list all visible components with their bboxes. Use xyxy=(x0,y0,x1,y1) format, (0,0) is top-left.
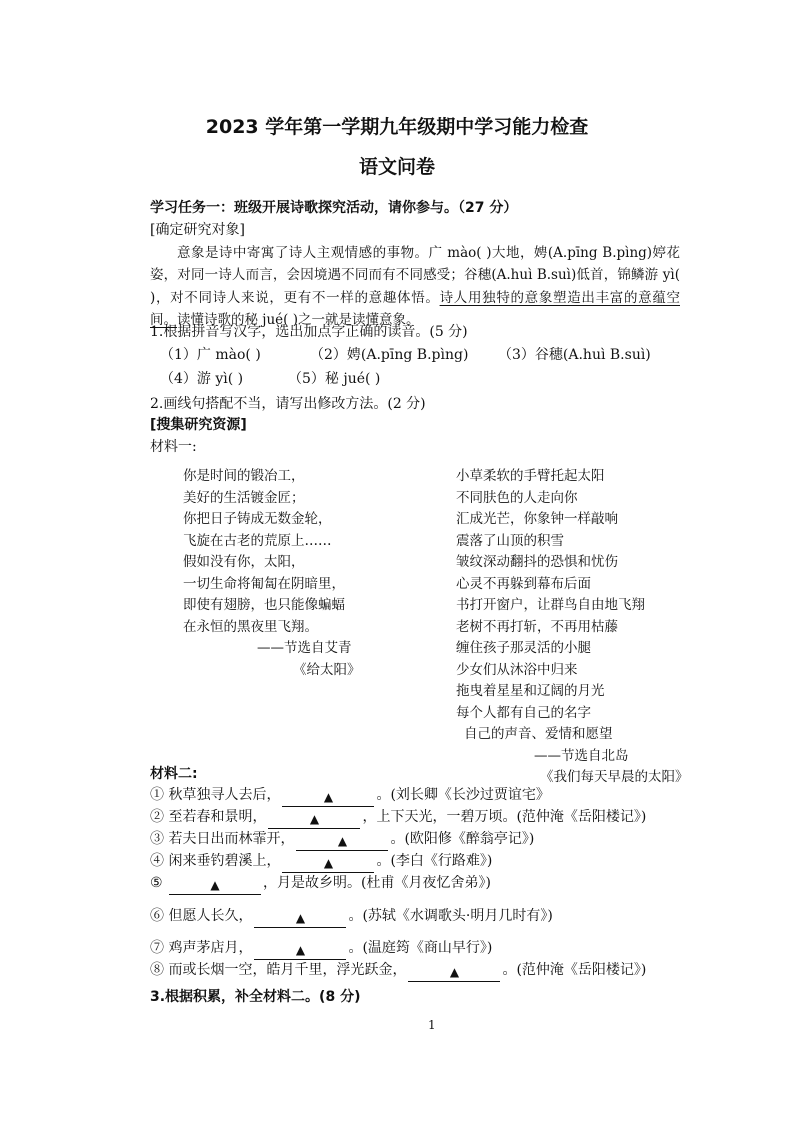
exam-title: 2023 学年第一学期九年级期中学习能力检查 xyxy=(205,116,589,138)
fill-line-6 xyxy=(150,905,553,928)
line-text-after: 。(欧阳修《醉翁亭记》) xyxy=(390,831,535,847)
poem-right-block xyxy=(456,466,689,789)
line-number: ⑧ xyxy=(150,962,164,978)
poem-line: 缠住孩子那灵活的小腿 xyxy=(456,640,591,656)
q1-item-2: （2）娉(A.pīng B.pìng) xyxy=(310,347,469,363)
question-1: 1.根据拼音写汉字，选出加点字正确的读音。(5 分) xyxy=(150,324,468,340)
poem-line: 书打开窗户，让群鸟自由地飞翔 xyxy=(456,597,645,613)
fill-blank[interactable]: ▲ xyxy=(268,811,360,829)
q1-item-1: （1）广 mào( ) xyxy=(160,347,261,363)
poem-line: 拖曳着星星和辽阔的月光 xyxy=(456,683,605,699)
poem-line: 不同肤色的人走向你 xyxy=(456,489,578,506)
poem-left-source: ——节选自艾青 xyxy=(257,640,352,656)
line-text-after: 。(苏轼《水调歌头·明月几时有》) xyxy=(348,908,553,924)
poem-line: 一切生命将匍匐在阴暗里， xyxy=(183,575,345,592)
q1-item-4: （4）游 yì( ) xyxy=(160,371,244,387)
question-3: 3.根据积累，补全材料二。(8 分) xyxy=(150,989,361,1005)
intro-paragraph xyxy=(150,242,680,332)
material-2-label: 材料二: xyxy=(150,766,198,782)
fill-line-3 xyxy=(150,828,534,851)
poem-line: 即使有翅膀，也只能像蝙蝠 xyxy=(183,597,345,613)
line-text-before: 而或长烟一空，皓月千里，浮光跃金， xyxy=(168,962,407,978)
underlined-sentence: 诗人用独特的意象塑造出丰富的意蕴空间。 xyxy=(150,289,680,329)
line-text-before: 秋草独寻人去后， xyxy=(168,787,281,803)
line-text-after: 。(温庭筠《商山早行》) xyxy=(348,940,493,956)
poem-left-title: 《给太阳》 xyxy=(293,661,361,678)
fill-line-8 xyxy=(150,959,646,982)
line-text-before: 鸡声茅店月， xyxy=(168,940,253,956)
poem-line: 假如没有你，太阳， xyxy=(183,554,305,570)
material-1-label: 材料一: xyxy=(150,439,197,455)
section-label-research-object: [确定研究对象] xyxy=(150,222,245,238)
poem-line: 震落了山顶的积雪 xyxy=(456,532,564,549)
fill-line-7 xyxy=(150,937,492,960)
poem-line: 少女们从沐浴中归来 xyxy=(456,661,578,678)
fill-blank[interactable]: ▲ xyxy=(408,964,500,982)
poem-right-source: ——节选自北岛 xyxy=(534,747,629,764)
line-text-after: 。(李白《行路难》) xyxy=(376,853,493,869)
line-number: ③ xyxy=(150,831,164,847)
line-text-before: 至若春和景明， xyxy=(168,809,267,825)
line-number: ① xyxy=(150,787,164,803)
q1-item-3: （3）谷穗(A.huì B.suì) xyxy=(498,347,651,363)
poem-right-title: 《我们每天早晨的太阳》 xyxy=(540,769,689,785)
fill-blank[interactable]: ▲ xyxy=(254,910,346,928)
poem-line: 老树不再打斩，不再用枯藤 xyxy=(456,618,618,635)
poem-line: 飞旋在古老的荒原上…… xyxy=(183,532,332,549)
poem-line: 小草柔软的手臂托起太阳 xyxy=(456,468,605,484)
line-number: ⑤ xyxy=(150,875,163,891)
fill-line-5 xyxy=(150,872,491,895)
line-text-before: 但愿人长久， xyxy=(168,908,253,924)
fill-blank[interactable]: ▲ xyxy=(282,855,374,873)
line-text-after: ，月是故乡明。(杜甫《月夜忆舍弟》) xyxy=(263,875,491,891)
line-text-before: 若夫日出而林霏开， xyxy=(168,831,295,847)
fill-blank[interactable]: ▲ xyxy=(254,942,346,960)
q1-item-5: （5）秘 jué( ) xyxy=(288,371,381,387)
line-number: ⑥ xyxy=(150,908,164,924)
section-label-resources: [搜集研究资源] xyxy=(150,417,247,433)
intro-text-2: 读懂诗歌的秘 jué( )之一就是读懂意象。 xyxy=(177,312,420,329)
page-number: 1 xyxy=(428,1018,436,1032)
poem-line: 心灵不再躲到幕布后面 xyxy=(456,575,591,592)
poem-line: 美好的生活镀金匠； xyxy=(183,489,305,506)
poem-left-block xyxy=(183,466,361,681)
line-text-after: 。(刘长卿《长沙过贾谊宅》 xyxy=(376,787,550,803)
fill-line-4 xyxy=(150,850,492,873)
poem-line: 你把日子铸成无数金轮， xyxy=(183,511,332,527)
line-number: ④ xyxy=(150,853,164,869)
poem-line: 你是时间的锻冶工， xyxy=(183,468,305,484)
line-number: ② xyxy=(150,809,164,825)
fill-line-2 xyxy=(150,806,646,829)
fill-blank[interactable]: ▲ xyxy=(169,877,261,895)
task-heading: 学习任务一：班级开展诗歌探究活动，请你参与。（27 分） xyxy=(150,200,518,216)
intro-text-1: 意象是诗中寄寓了诗人主观情感的事物。广 mào( )大地，娉(A.pīng B.pìng)婷花姿，对同一诗人而言，会因境遇不同而有不同感受；谷穗(A.huì B.suì)低首，锦鳞游 yì( )，对不同诗人来说，更有不一样的意趣体悟。 xyxy=(150,245,680,306)
fill-blank[interactable]: ▲ xyxy=(282,789,374,807)
poem-line: 每个人都有自己的名字 xyxy=(456,704,591,721)
line-text-before: 闲来垂钓碧溪上， xyxy=(168,853,281,869)
line-text-after: ，上下天光，一碧万顷。(范仲淹《岳阳楼记》) xyxy=(362,809,647,825)
line-number: ⑦ xyxy=(150,940,164,956)
fill-blank[interactable]: ▲ xyxy=(296,833,388,851)
exam-subtitle: 语文问卷 xyxy=(358,156,435,178)
question-2: 2.画线句搭配不当，请写出修改方法。(2 分) xyxy=(150,396,426,412)
fill-line-1 xyxy=(150,784,550,807)
poem-line: 汇成光芒，你象钟一样敲响 xyxy=(456,511,618,527)
line-text-after: 。(范仲淹《岳阳楼记》) xyxy=(502,962,647,978)
poem-line: 自己的声音、爱情和愿望 xyxy=(464,726,613,742)
poem-line: 在永恒的黑夜里飞翔。 xyxy=(183,618,318,635)
poem-line: 皱纹深动翻抖的恐惧和忧伤 xyxy=(456,554,618,570)
